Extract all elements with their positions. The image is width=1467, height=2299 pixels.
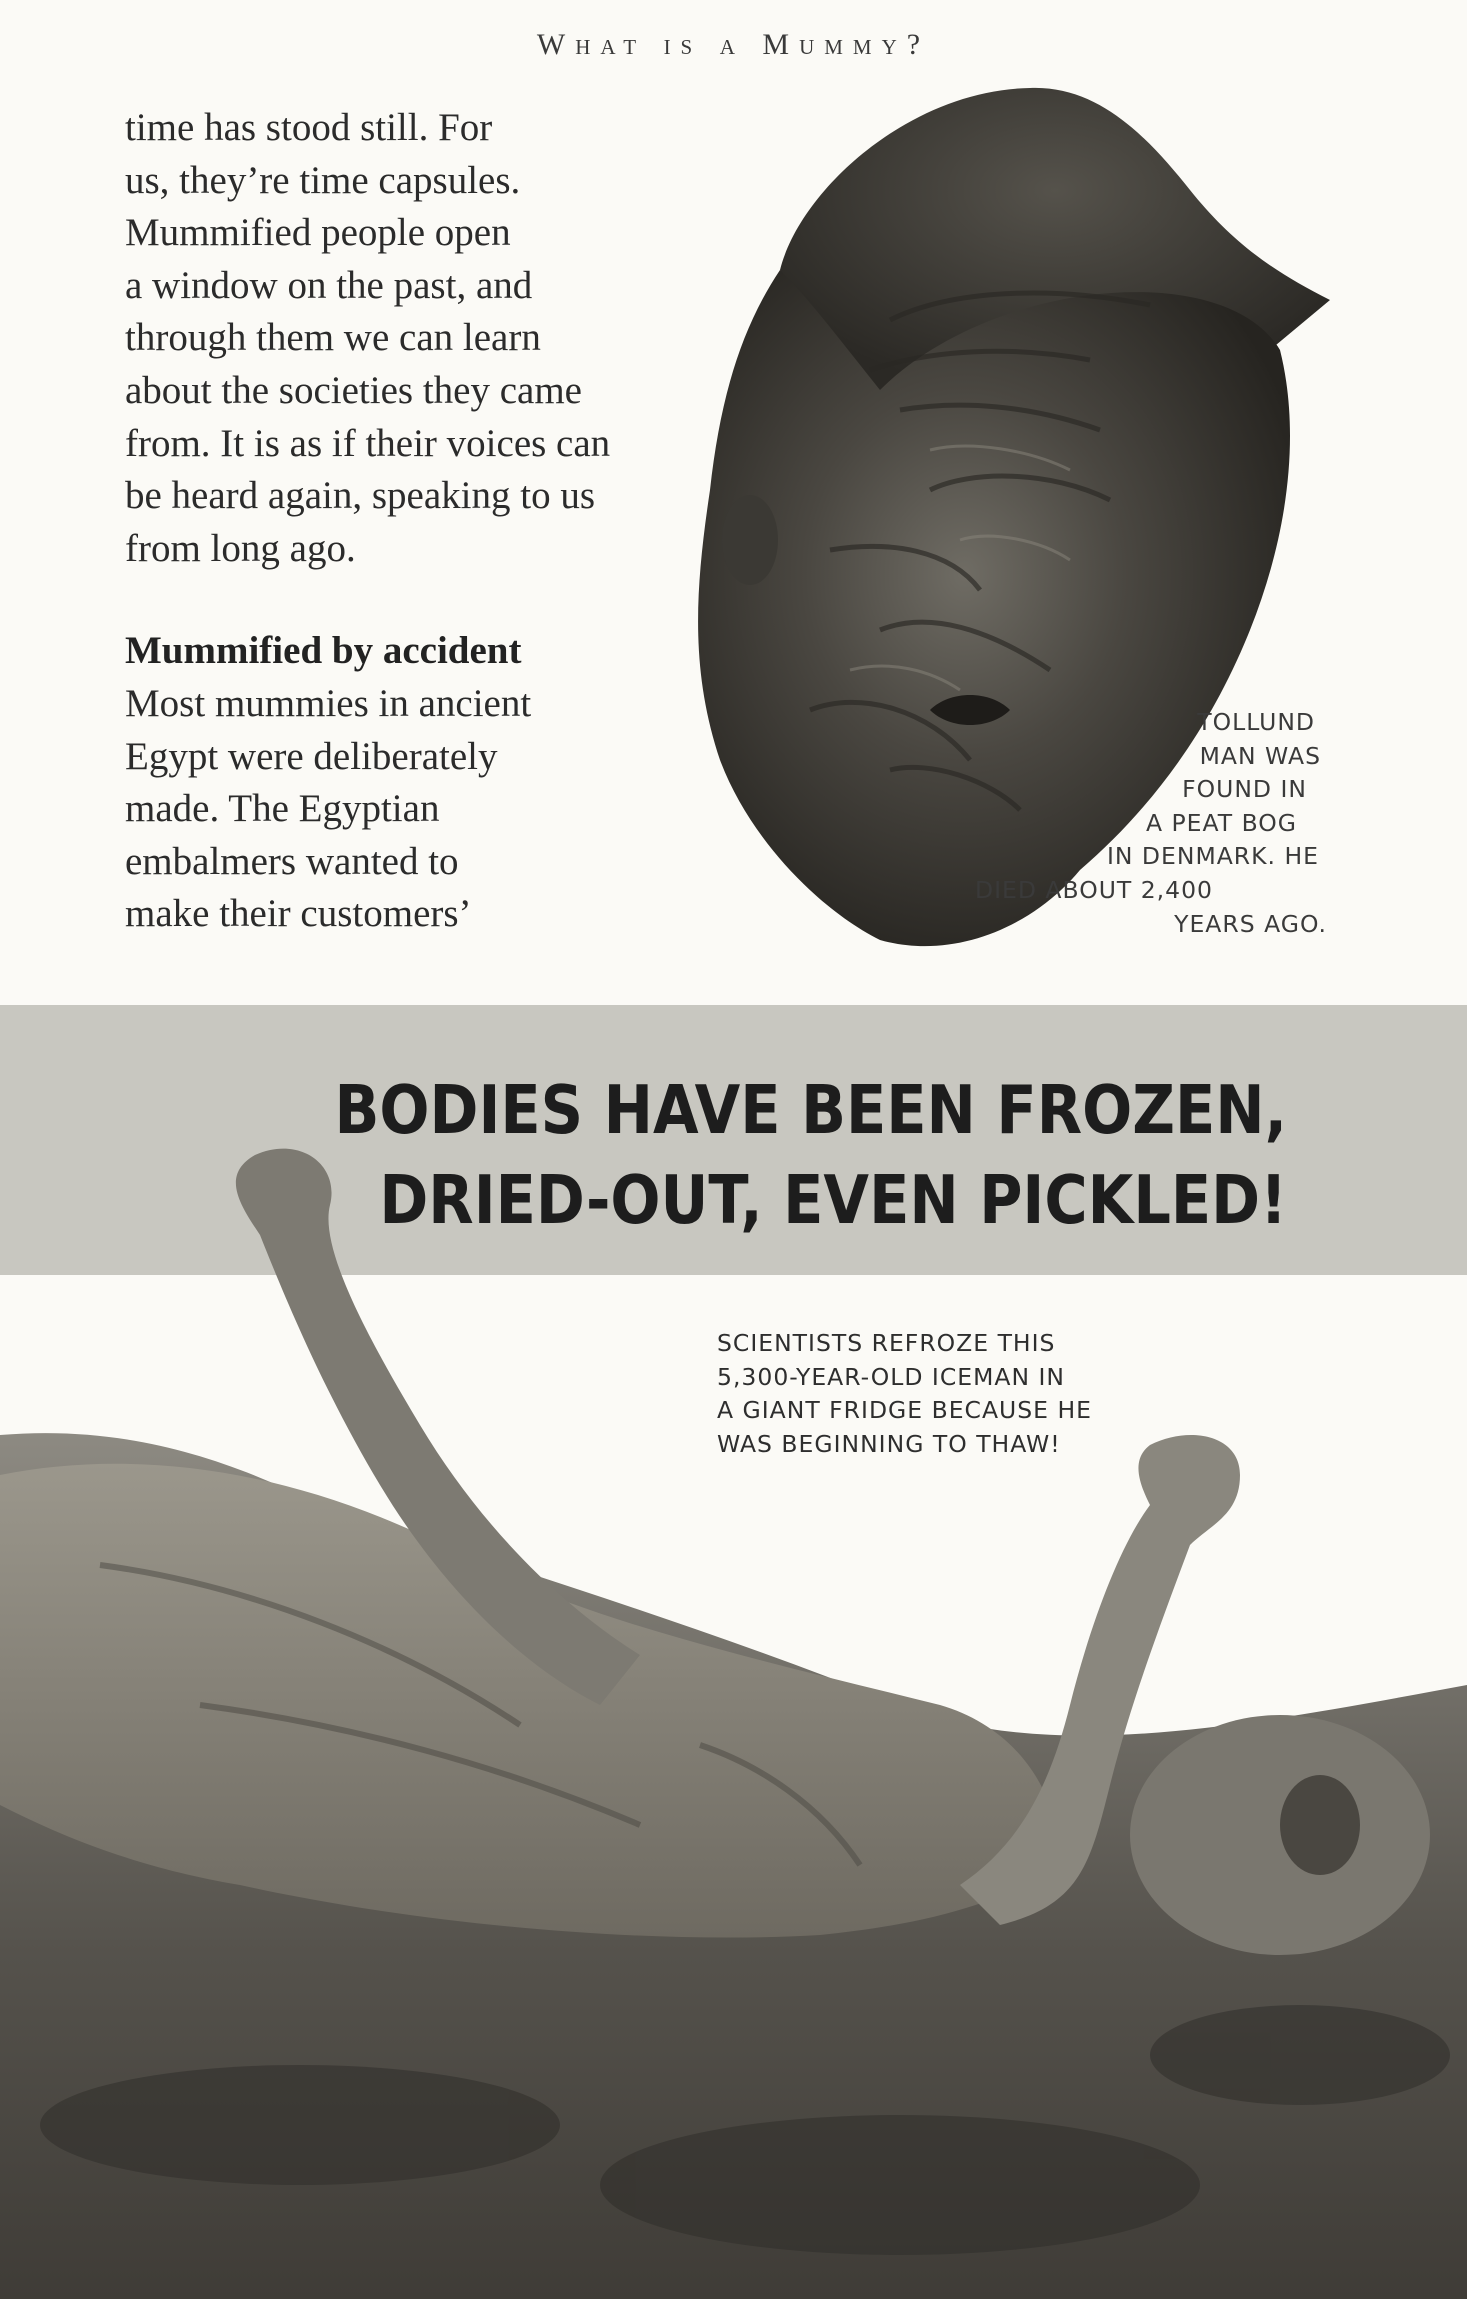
body-line: time has stood still. For xyxy=(125,106,493,149)
caption-line: FOUND IN xyxy=(1182,775,1307,804)
caption-line: WAS BEGINNING TO THAW! xyxy=(717,1429,1061,1458)
body-line: us, they’re time capsules. xyxy=(125,158,521,202)
body-line: a window on the past, and xyxy=(125,263,533,307)
body-line: from long ago. xyxy=(125,526,356,570)
caption-line: DIED ABOUT 2,400 xyxy=(974,875,1213,904)
section-subheading: Mummified by accident xyxy=(125,629,522,673)
body-line: Mummified people open xyxy=(125,211,511,255)
body-line: Egypt were deliberately xyxy=(125,734,498,778)
tollund-caption xyxy=(967,706,1327,941)
caption-line: YEARS AGO. xyxy=(1174,909,1327,938)
body-line: made. The Egyptian xyxy=(125,787,440,831)
caption-line: IN DENMARK. HE xyxy=(1106,842,1319,871)
running-head: What is a Mummy? xyxy=(536,28,931,61)
body-line: be heard again, speaking to us xyxy=(125,474,596,518)
body-text xyxy=(125,102,725,941)
caption-line: MAN WAS xyxy=(1199,741,1321,770)
body-line: Most mummies in ancient xyxy=(125,681,532,725)
headline-line: BODIES HAVE BEEN FROZEN, xyxy=(334,1071,1288,1149)
caption-line: A PEAT BOG xyxy=(1145,808,1297,837)
headline-line: DRIED-OUT, EVEN PICKLED! xyxy=(379,1161,1287,1239)
caption-line: A GIANT FRIDGE BECAUSE HE xyxy=(717,1396,1092,1425)
body-line: from. It is as if their voices can xyxy=(125,421,611,465)
body-line: make their customers’ xyxy=(125,892,472,936)
caption-line: 5,300-YEAR-OLD ICEMAN IN xyxy=(717,1362,1066,1391)
body-line: about the societies they came xyxy=(125,368,582,412)
caption-line: TOLLUND xyxy=(1197,708,1315,736)
body-line: through them we can learn xyxy=(125,316,541,360)
headline xyxy=(319,1065,1287,1245)
body-line: embalmers wanted to xyxy=(125,839,459,883)
caption-line: SCIENTISTS REFROZE THIS xyxy=(717,1329,1056,1357)
iceman-caption xyxy=(717,1327,1177,1461)
